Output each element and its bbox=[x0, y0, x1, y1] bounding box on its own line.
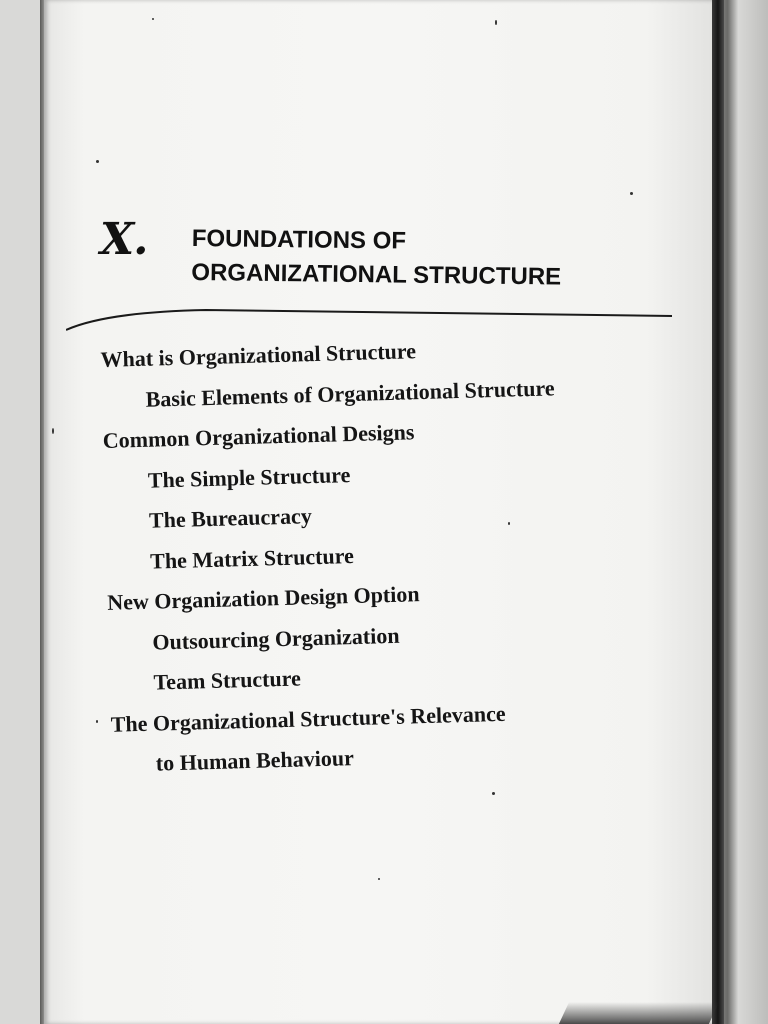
scan-speck bbox=[495, 20, 497, 25]
contents-heading: What is Organizational Structure bbox=[100, 338, 417, 372]
chapter-contents-list bbox=[100, 324, 672, 785]
book-spine-shadow bbox=[712, 0, 724, 1024]
scan-speck bbox=[378, 878, 380, 880]
contents-heading: Common Organizational Designs bbox=[102, 419, 415, 453]
contents-heading: New Organization Design Option bbox=[106, 581, 420, 615]
chapter-title-line: ORGANIZATIONAL STRUCTURE bbox=[191, 258, 562, 291]
contents-subheading: to Human Behaviour bbox=[155, 745, 355, 776]
contents-subheading: Basic Elements of Organizational Structure bbox=[145, 374, 555, 412]
contents-subheading: The Matrix Structure bbox=[149, 542, 355, 574]
contents-subheading: Outsourcing Organization bbox=[152, 622, 400, 655]
scan-speck bbox=[152, 18, 154, 20]
chapter-title-line: FOUNDATIONS OF bbox=[191, 224, 407, 255]
scan-speck bbox=[96, 160, 99, 163]
contents-subheading: Team Structure bbox=[153, 665, 302, 695]
scan-speck bbox=[96, 720, 98, 723]
contents-heading: The Organizational Structure's Relevance bbox=[110, 700, 506, 737]
chapter-title bbox=[191, 222, 562, 295]
page-corner-shadow bbox=[559, 1002, 719, 1024]
scan-speck bbox=[630, 192, 633, 195]
scan-speck bbox=[492, 792, 495, 795]
contents-subheading: The Simple Structure bbox=[147, 461, 351, 493]
contents-subheading: The Bureaucracy bbox=[148, 503, 313, 533]
scan-speck bbox=[52, 428, 54, 434]
chapter-number: X. bbox=[100, 214, 148, 265]
